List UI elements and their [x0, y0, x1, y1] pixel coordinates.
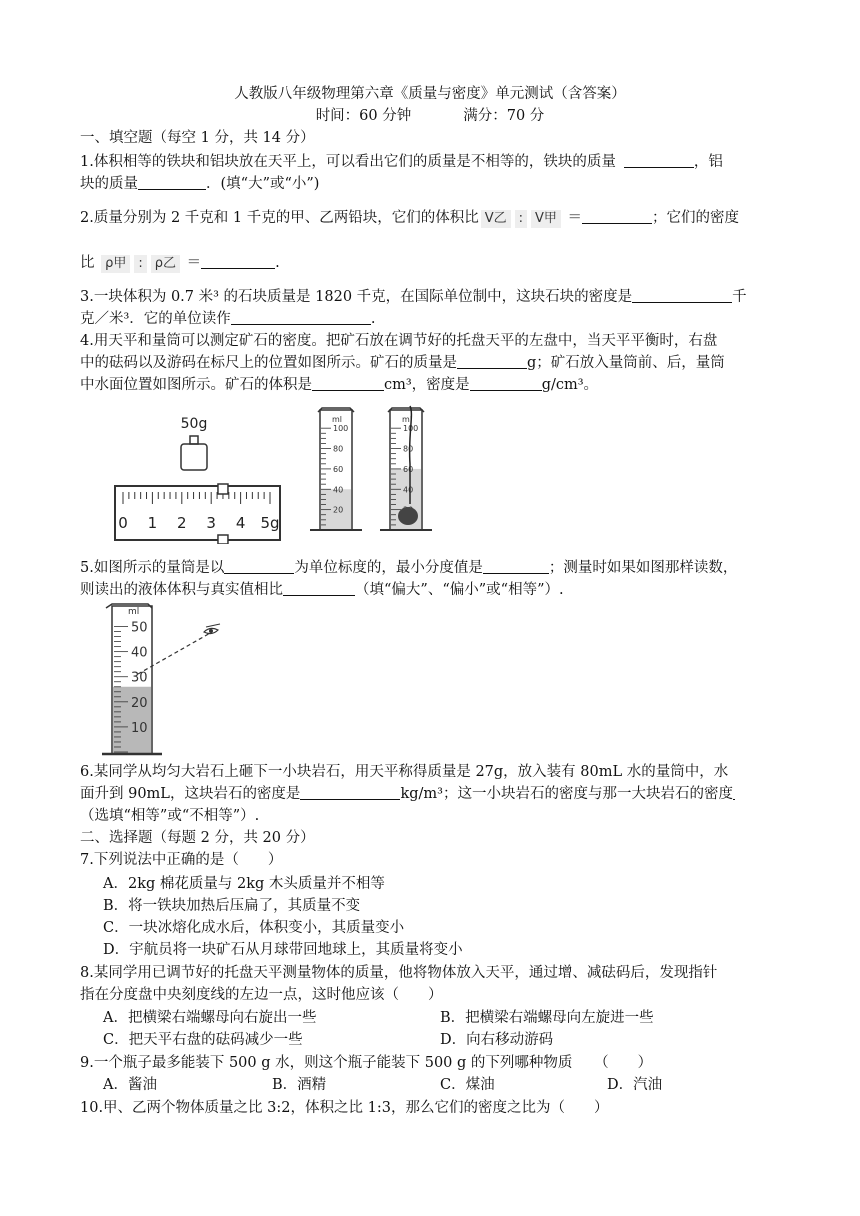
q6-text-c: kg/m³；这一小块岩石的密度与那一大块岩石的密度: [400, 786, 733, 802]
cylinder-tick-label: 40: [403, 485, 414, 495]
scale-label: 2: [177, 514, 187, 532]
q5-text-c: ；测量时如果如图那样读数，: [548, 560, 738, 576]
rider-marker[interactable]: [218, 484, 228, 494]
q8-option-c[interactable]: C．把天平右盘的砝码减少一些: [103, 1032, 303, 1048]
q7-option-d[interactable]: D．宇航员将一块矿石从月球带回地球上，其质量将变小: [103, 942, 463, 958]
q1-blank-2[interactable]: [138, 174, 206, 190]
question-4-line3: [80, 375, 780, 395]
cylinder-tick-label: 80: [333, 444, 344, 454]
scale-label: 5g: [260, 514, 280, 532]
q4-text-b: 中的砝码以及游码在标尺上的位置如图所示。矿石的质量是: [80, 355, 457, 371]
q2-colon-2: :: [134, 255, 146, 273]
q8-option-a[interactable]: A．把横梁右端螺母向右旋出一些: [103, 1010, 317, 1026]
q2-text-b: ；它们的密度: [652, 210, 740, 226]
q5-text-e: （填“偏大”、“偏小”或“相等”）.: [355, 582, 564, 598]
cylinder-tick-label: 60: [333, 464, 344, 474]
question-1-line2: [80, 174, 780, 194]
weight-50g: [181, 416, 208, 470]
q2-v-jia: V甲: [531, 210, 561, 228]
q6-blank-1[interactable]: [300, 784, 400, 800]
question-5-line2: [80, 580, 780, 600]
section2-heading: 二、选择题（每题 2 分，共 20 分）: [80, 830, 315, 846]
exam-time: 时间：60 分钟: [315, 108, 412, 124]
exam-meta: [0, 106, 860, 126]
q2-v-yi: V乙: [481, 210, 511, 228]
q9-option-d[interactable]: D．汽油: [607, 1077, 663, 1093]
question-2-line2: [80, 253, 780, 273]
question-1-line1: [80, 152, 780, 172]
q3-blank-2[interactable]: [231, 309, 371, 325]
q7-option-a[interactable]: A．2kg 棉花质量与 2kg 木头质量并不相等: [103, 876, 385, 892]
q5-blank-1[interactable]: [224, 558, 294, 574]
cylinder-tick-label: 100: [333, 424, 349, 434]
sight-line: [138, 632, 212, 674]
q5-blank-3[interactable]: [283, 580, 355, 596]
q2-blank-2[interactable]: [201, 253, 275, 269]
question-4-line2: [80, 353, 780, 373]
weight-label: 50g: [180, 416, 208, 432]
q1-text-c: 块的质量: [80, 176, 138, 192]
question-4-line1: 4.用天平和量筒可以测定矿石的密度。把矿石放在调节好的托盘天平的左盘中，当天平平衡时，右盘: [80, 333, 718, 349]
cylinder-tick-label: 40: [333, 485, 344, 495]
q2-eq-2: ＝: [186, 255, 202, 271]
ore-rock: [398, 507, 418, 525]
cylinder-after-unit: ml: [402, 415, 413, 424]
question-9-stem: 9.一个瓶子最多能装下 500 g 水，则这个瓶子能装下 500 g 的下列哪种物质 （ ）: [80, 1055, 653, 1071]
question-10-stem: 10.甲、乙两个物体质量之比 3:2，体积之比 1:3，那么它们的密度之比为（ ）: [80, 1100, 609, 1116]
q3-text-b: 千: [732, 289, 747, 305]
question-8-stem-1: 8.某同学用已调节好的托盘天平测量物体的质量，他将物体放入天平，通过增、减砝码后，发现指针: [80, 965, 718, 981]
section1-heading: 一、填空题（每空 1 分，共 14 分）: [80, 130, 315, 146]
q1-text-b: ，铝: [693, 154, 723, 170]
q1-text-d: ．(填“大”或“小”): [206, 176, 320, 192]
fig5-tick-label: 40: [131, 645, 148, 661]
q4-blank-3[interactable]: [470, 375, 542, 391]
q5-text-b: 为单位标度的，最小分度值是: [294, 560, 483, 576]
fig5-tick-label: 50: [131, 620, 148, 636]
cylinder-tick-label: 20: [333, 505, 344, 515]
q8-option-b[interactable]: B．把横梁右端螺母向左旋进一些: [440, 1010, 654, 1026]
scale-label: 4: [235, 514, 246, 532]
rider-scale: [115, 484, 280, 544]
cylinder-before-unit: ml: [332, 415, 343, 424]
q2-eq-1: ＝: [567, 210, 583, 226]
q5-text-d: 则读出的液体体积与真实值相比: [80, 582, 283, 598]
question-6-line3: （选填“相等”或“不相等”）.: [80, 808, 260, 824]
q4-text-f: g/cm³。: [541, 377, 599, 393]
q3-text-d: .: [370, 311, 376, 327]
exam-score: 满分：70 分: [463, 108, 545, 124]
figure-4: [110, 404, 450, 544]
q1-blank-1[interactable]: [624, 152, 694, 168]
q3-blank-1[interactable]: [632, 287, 732, 303]
question-5-line1: [80, 558, 780, 578]
cylinder-tick-label: 100: [403, 424, 419, 434]
cylinder-tick-label: 80: [403, 444, 414, 454]
scale-label: 1: [147, 514, 158, 532]
q4-blank-1[interactable]: [457, 353, 527, 369]
q2-text-d: .: [275, 255, 280, 271]
q3-text-a: 3.一块体积为 0.7 米³ 的石块质量是 1820 千克，在国际单位制中，这块石块的密度是: [80, 289, 633, 305]
q4-text-c: g；矿石放入量筒前、后，量筒: [527, 355, 725, 371]
q2-text-a: 2.质量分别为 2 千克和 1 千克的甲、乙两铅块，它们的体积比: [80, 210, 479, 226]
exam-title: 人教版八年级物理第六章《质量与密度》单元测试（含答案）: [234, 86, 626, 102]
q2-rho-yi: ρ乙: [151, 255, 180, 273]
q6-blank-2[interactable]: [733, 784, 735, 800]
question-6-line1: 6.某同学从均匀大岩石上砸下一小块岩石，用天平称得质量是 27g，放入装有 80mL 水的量筒中，水: [80, 764, 729, 780]
rider-marker-bottom: [218, 535, 228, 544]
q9-option-b[interactable]: B．酒精: [272, 1077, 327, 1093]
q2-rho-jia: ρ甲: [101, 255, 130, 273]
eye-icon: [204, 624, 220, 634]
q2-text-c: 比: [80, 255, 95, 271]
q5-text-a: 5.如图所示的量筒是以: [80, 560, 225, 576]
q7-option-c[interactable]: C．一块冰熔化成水后，体积变小，其质量变小: [103, 920, 405, 936]
q1-text-a: 1.体积相等的铁块和铝块放在天平上，可以看出它们的质量是不相等的，铁块的质量: [80, 154, 616, 170]
question-3-line2: [80, 309, 780, 329]
cylinder-after: [380, 406, 432, 530]
scale-label: 3: [206, 514, 216, 532]
q3-text-c: 克／米³．它的单位读作: [80, 311, 231, 327]
question-2-line1: [80, 208, 780, 228]
q4-text-e: cm³，密度是: [384, 377, 470, 393]
q6-text-b: 面升到 90mL，这块岩石的密度是: [80, 786, 301, 802]
fig5-tick-label: 20: [131, 695, 148, 711]
q4-blank-2[interactable]: [312, 375, 384, 391]
q2-colon-1: :: [515, 210, 527, 228]
question-6-line2: [80, 784, 780, 804]
q9-option-c[interactable]: C．煤油: [440, 1077, 495, 1093]
question-7-stem: 7.下列说法中正确的是（ ）: [80, 852, 283, 868]
fig5-unit: ml: [128, 607, 140, 617]
figure-5: [100, 602, 240, 758]
q9-option-a[interactable]: A．酱油: [103, 1077, 157, 1093]
q8-option-d[interactable]: D．向右移动游码: [440, 1032, 554, 1048]
q5-blank-2[interactable]: [483, 558, 549, 574]
fig5-tick-label: 10: [131, 720, 148, 736]
fig5-tick-label: 30: [131, 670, 148, 686]
question-8-stem-2: 指在分度盘中央刻度线的左边一点，这时他应该（ ）: [80, 987, 443, 1003]
q2-blank-1[interactable]: [582, 208, 652, 224]
question-3-line1: [80, 287, 780, 307]
cylinder-before: [310, 408, 362, 530]
q7-option-b[interactable]: B．将一铁块加热后压扁了，其质量不变: [103, 898, 361, 914]
q4-text-d: 中水面位置如图所示。矿石的体积是: [80, 377, 312, 393]
scale-label: 0: [118, 514, 128, 532]
cylinder-tick-label: 60: [403, 464, 414, 474]
